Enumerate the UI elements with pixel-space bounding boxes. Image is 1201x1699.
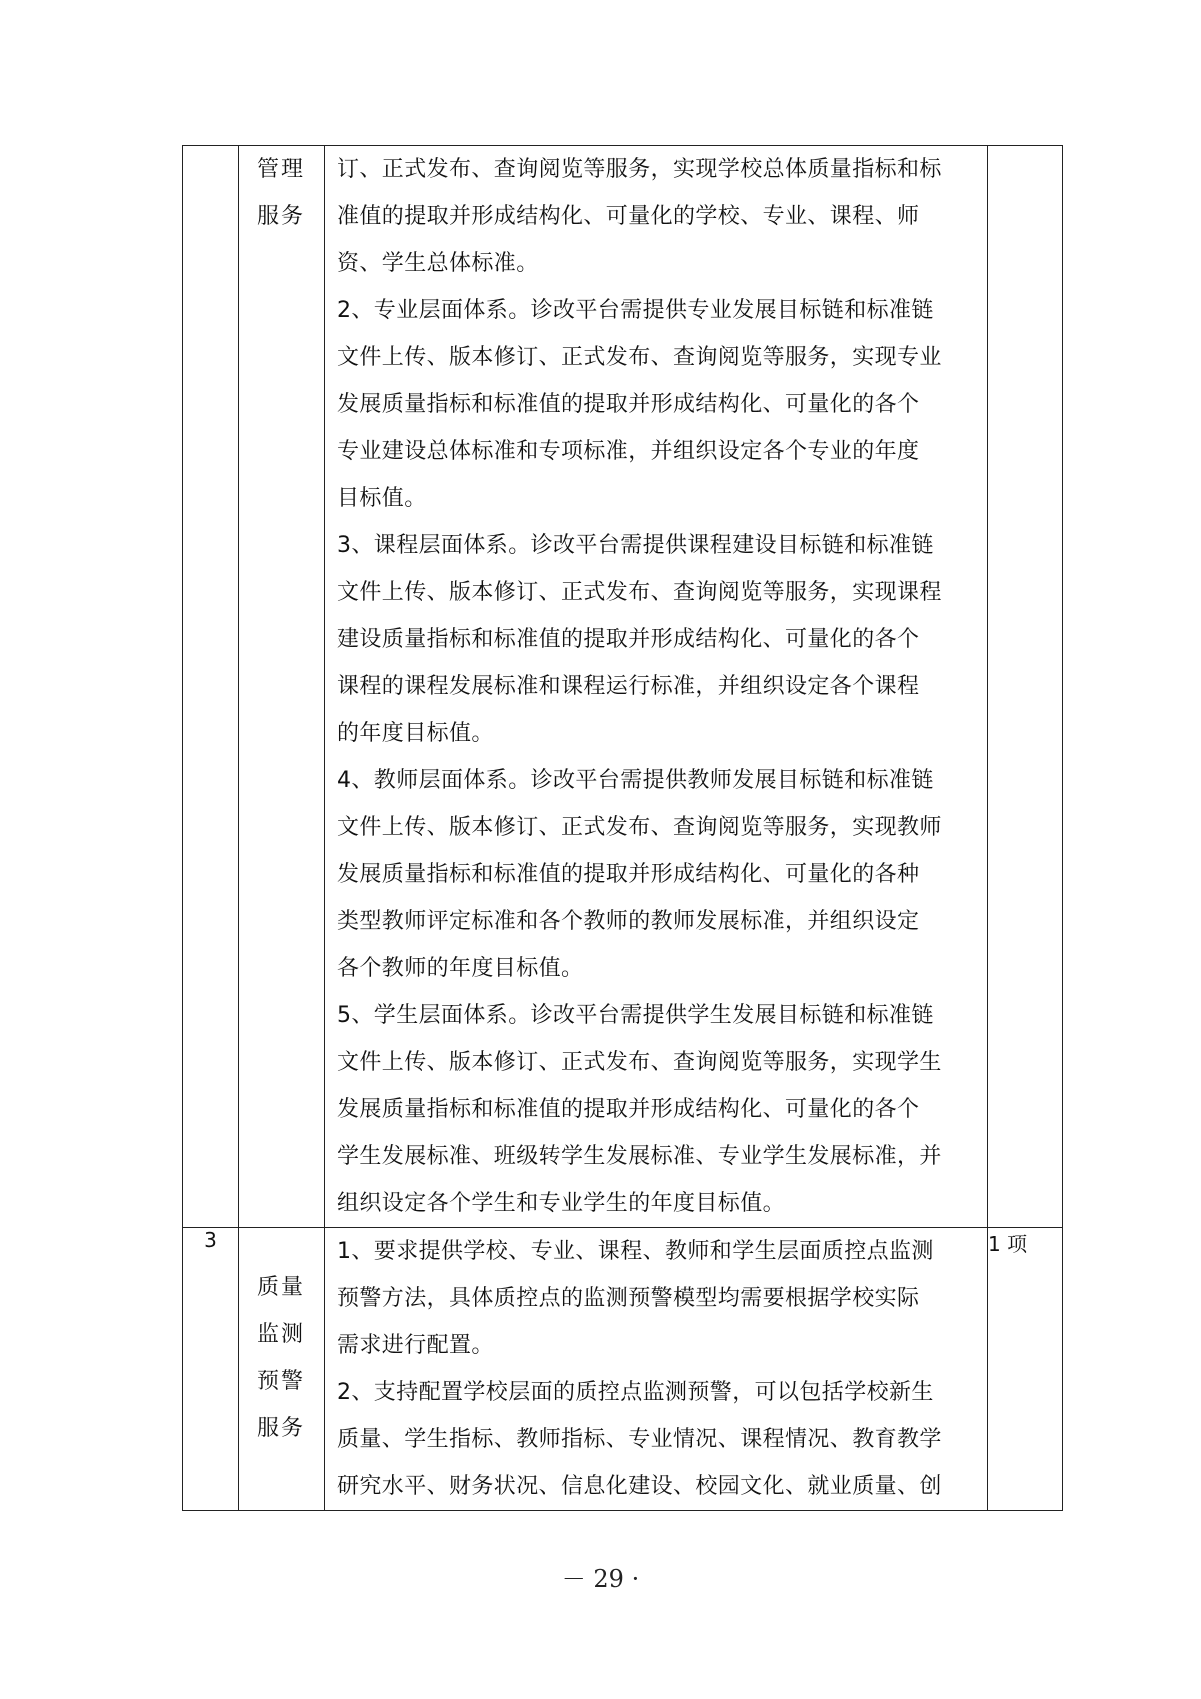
paragraph-line: 文件上传、版本修订、正式发布、查询阅览等服务，实现学生	[337, 1050, 942, 1075]
table-row	[183, 1228, 1063, 1511]
content-paragraph	[337, 757, 976, 992]
paragraph-line: 目标值。	[337, 486, 427, 511]
row-index-cell: 3	[183, 1228, 239, 1511]
category-line: 监测	[257, 1322, 306, 1347]
paragraph-line: 专业建设总体标准和专项标准，并组织设定各个专业的年度	[337, 439, 920, 464]
quantity-cell	[988, 146, 1063, 1228]
content-paragraph	[337, 992, 976, 1227]
paragraph-line: 准值的提取并形成结构化、可量化的学校、专业、课程、师	[337, 204, 920, 229]
paragraph-line: 预警方法，具体质控点的监测预警模型均需要根据学校实际	[337, 1286, 920, 1311]
paragraph-line: 各个教师的年度目标值。	[337, 956, 584, 981]
paragraph-line: 建设质量指标和标准值的提取并形成结构化、可量化的各个	[337, 627, 920, 652]
category-cell	[239, 146, 325, 1228]
paragraph-line: 文件上传、版本修订、正式发布、查询阅览等服务，实现课程	[337, 580, 942, 605]
quantity-cell: 1 项	[988, 1228, 1063, 1511]
paragraph-line: 质量、学生指标、教师指标、专业情况、课程情况、教育教学	[337, 1427, 942, 1452]
paragraph-line: 订、正式发布、查询阅览等服务，实现学校总体质量指标和标	[337, 157, 942, 182]
paragraph-line: 3、课程层面体系。诊改平台需提供课程建设目标链和标准链	[337, 533, 934, 558]
paragraph-line: 研究水平、财务状况、信息化建设、校园文化、就业质量、创	[337, 1474, 942, 1499]
paragraph-line: 组织设定各个学生和专业学生的年度目标值。	[337, 1191, 786, 1216]
paragraph-line: 文件上传、版本修订、正式发布、查询阅览等服务，实现教师	[337, 815, 942, 840]
category-line: 预警	[257, 1369, 306, 1394]
row-index-cell	[183, 146, 239, 1228]
content-cell	[325, 146, 988, 1228]
content-paragraph	[337, 522, 976, 757]
category-cell	[239, 1228, 325, 1511]
paragraph-line: 2、支持配置学校层面的质控点监测预警，可以包括学校新生	[337, 1380, 934, 1405]
paragraph-line: 类型教师评定标准和各个教师的教师发展标准，并组织设定	[337, 909, 920, 934]
paragraph-line: 1、要求提供学校、专业、课程、教师和学生层面质控点监测	[337, 1239, 934, 1264]
page-number: － 29 ·	[561, 1565, 640, 1593]
content-paragraph	[337, 146, 976, 287]
paragraph-line: 资、学生总体标准。	[337, 251, 539, 276]
paragraph-line: 2、专业层面体系。诊改平台需提供专业发展目标链和标准链	[337, 298, 934, 323]
paragraph-line: 需求进行配置。	[337, 1333, 494, 1358]
category-line: 服务	[257, 1416, 306, 1441]
paragraph-line: 发展质量指标和标准值的提取并形成结构化、可量化的各种	[337, 862, 920, 887]
paragraph-line: 学生发展标准、班级转学生发展标准、专业学生发展标准，并	[337, 1144, 942, 1169]
category-line: 服务	[257, 204, 306, 229]
requirements-table	[182, 145, 1063, 1511]
paragraph-line: 5、学生层面体系。诊改平台需提供学生发展目标链和标准链	[337, 1003, 934, 1028]
table-row	[183, 146, 1063, 1228]
content-paragraph	[337, 1369, 976, 1510]
category-line: 质量	[257, 1275, 306, 1300]
content-text	[325, 1228, 987, 1510]
paragraph-line: 发展质量指标和标准值的提取并形成结构化、可量化的各个	[337, 1097, 920, 1122]
paragraph-line: 文件上传、版本修订、正式发布、查询阅览等服务，实现专业	[337, 345, 942, 370]
paragraph-line: 的年度目标值。	[337, 721, 494, 746]
content-paragraph	[337, 1228, 976, 1369]
content-text	[325, 146, 987, 1227]
paragraph-line: 4、教师层面体系。诊改平台需提供教师发展目标链和标准链	[337, 768, 934, 793]
content-paragraph	[337, 287, 976, 522]
content-cell	[325, 1228, 988, 1511]
paragraph-line: 课程的课程发展标准和课程运行标准，并组织设定各个课程	[337, 674, 920, 699]
category-line: 管理	[257, 157, 306, 182]
paragraph-line: 发展质量指标和标准值的提取并形成结构化、可量化的各个	[337, 392, 920, 417]
